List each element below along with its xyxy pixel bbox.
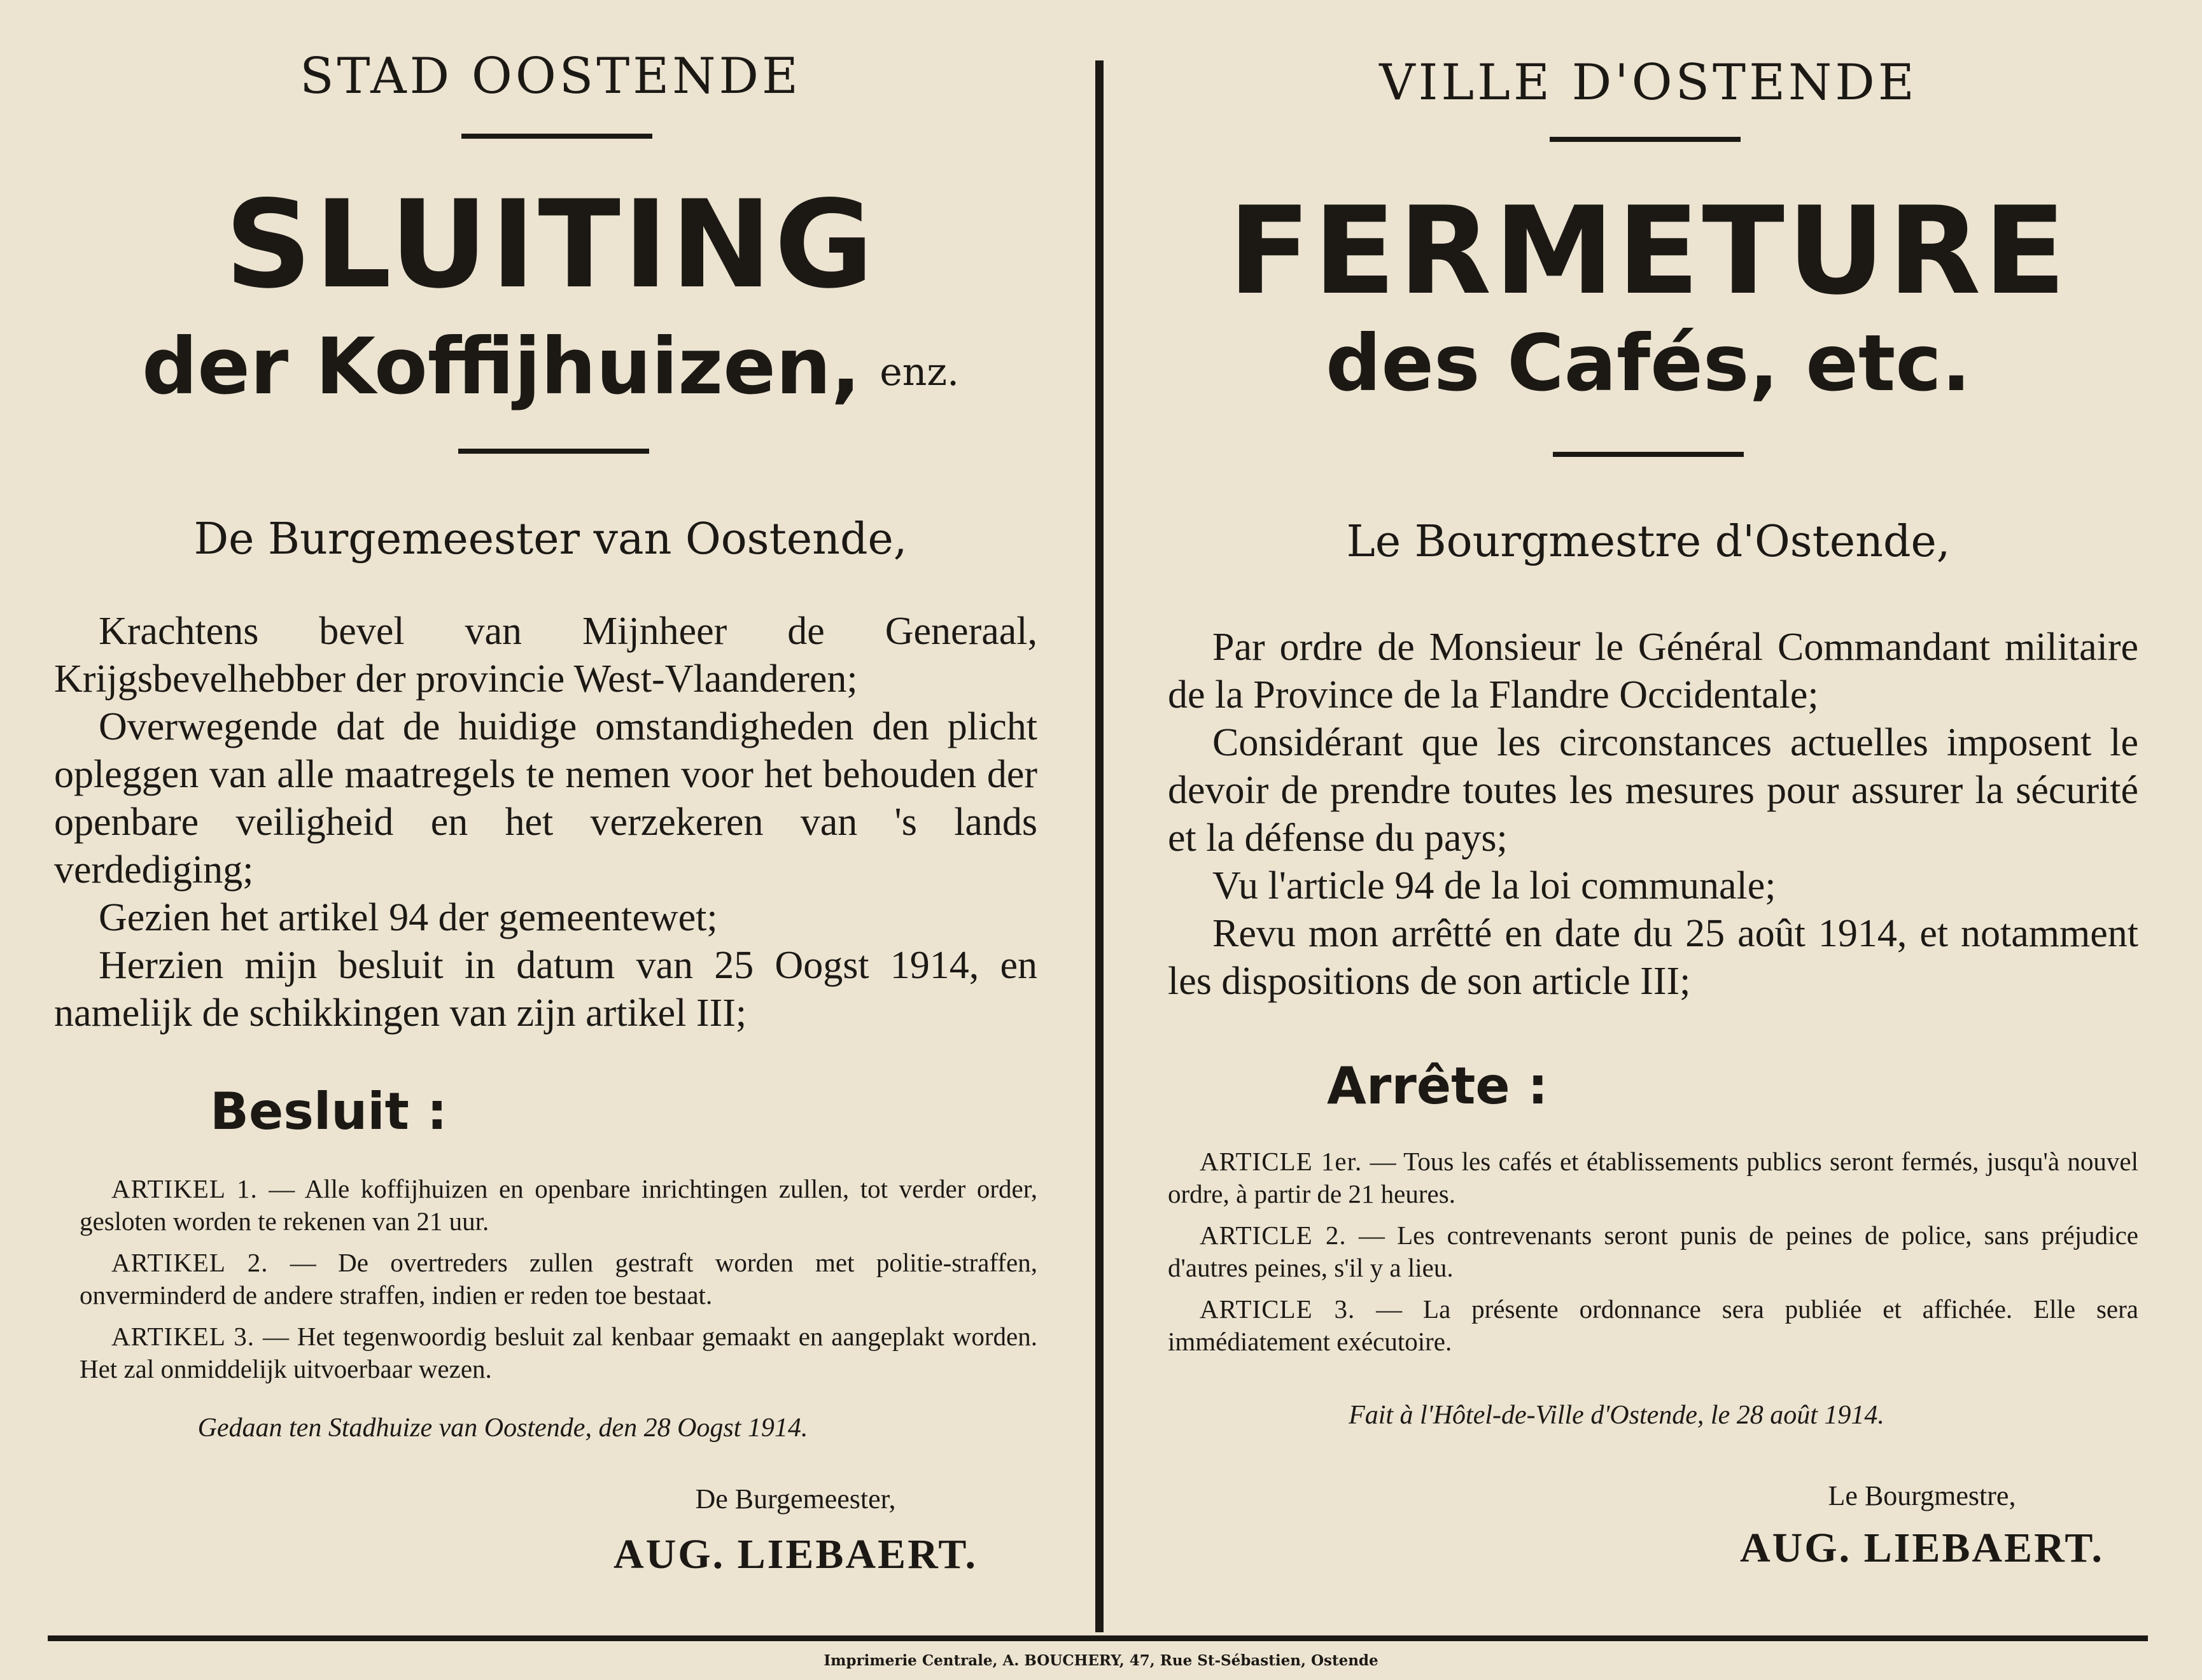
header-rule [1550, 137, 1741, 142]
dated-line: Gedaan ten Stadhuize van Oostende, den 28 Oogst 1914. [197, 1413, 808, 1443]
main-title: FERMETURE [1228, 181, 2069, 321]
article-text: — Tous les cafés et établissements publics seront fermés, jusqu'à nouvel ordre, à partir de 21 heures. [1168, 1147, 2138, 1208]
decision-heading: Arrête : [1327, 1056, 1548, 1116]
article-label: ARTIKEL 3. [111, 1322, 255, 1351]
preamble-paragraph: Par ordre de Monsieur le Général Commandant militaire de la Province de la Flandre Occidentale; [1168, 626, 2138, 717]
preamble-paragraph: Gezien het artikel 94 der gemeentewet; [99, 896, 718, 939]
article-text: — De overtreders zullen gestraft worden met politie-straffen, onverminderd de andere straffen, indien er reden toe bestaat. [80, 1248, 1037, 1310]
article-text: — Het tegenwoordig besluit zal kenbaar gemaakt en aangeplakt worden. Het zal onmiddelijk uitvoerbaar wezen. [80, 1322, 1037, 1383]
mayor-heading: De Burgemeester van Oostende, [193, 514, 908, 564]
article [1168, 1293, 2138, 1358]
dated-line: Fait à l'Hôtel-de-Ville d'Ostende, le 28 août 1914. [1349, 1401, 1884, 1430]
french-column [1152, 0, 2145, 1616]
mayor-heading: Le Bourgmestre d'Ostende, [1346, 517, 1951, 567]
city-header: STAD OOSTENDE [300, 48, 801, 105]
article [80, 1173, 1037, 1238]
main-title: SLUITING [225, 174, 876, 315]
article-label: ARTIKEL 2. [111, 1248, 269, 1277]
subtitle [51, 321, 1050, 412]
signature-title: De Burgemeester, [695, 1483, 896, 1515]
article-text: — Alle koffijhuizen en openbare inrichtingen zullen, tot verder order, gesloten worden te rekenen van 21 uur. [80, 1174, 1037, 1236]
signature-name: AUG. LIEBAERT. [1739, 1525, 2105, 1571]
column-divider [1095, 60, 1104, 1632]
article-label: ARTICLE 2. [1200, 1221, 1347, 1250]
article [80, 1320, 1037, 1385]
article-text: — Les contrevenants seront punis de peines de police, sans préjudice d'autres peines, s'il y a lieu. [1168, 1221, 2138, 1282]
preamble-paragraph: Herzien mijn besluit in datum van 25 Oogst 1914, en namelijk de schikkingen van zijn artikel III; [54, 944, 1037, 1035]
subtitle-suffix: enz. [880, 349, 960, 395]
printer-imprint: Imprimerie Centrale, A. BOUCHERY, 47, Rue St-Sébastien, Ostende [824, 1652, 1378, 1669]
signature-title: Le Bourgmestre, [1828, 1480, 2016, 1511]
preamble-paragraph: Considérant que les circonstances actuelles imposent le devoir de prendre toutes les mesures pour assurer la sécurité et la défense du pays; [1168, 721, 2138, 860]
preamble-paragraph: Revu mon arrêtté en date du 25 août 1914, et notamment les dispositions de son article III; [1168, 912, 2138, 1003]
city-header: VILLE D'OSTENDE [1379, 54, 1918, 111]
preamble [54, 608, 1037, 1037]
article [1168, 1219, 2138, 1284]
title-rule [458, 449, 649, 454]
article [80, 1247, 1037, 1312]
article-text: — La présente ordonnance sera publiée et affichée. Elle sera immédiatement exécutoire. [1168, 1294, 2138, 1356]
articles [80, 1173, 1037, 1394]
articles [1168, 1145, 2138, 1367]
article-label: ARTICLE 1er. [1200, 1147, 1363, 1176]
preamble [1168, 624, 2138, 1005]
preamble-paragraph: Krachtens bevel van Mijnheer de Generaal, Krijgsbevelhebber der provincie West-Vlaanderen; [54, 610, 1037, 701]
header-rule [461, 134, 652, 139]
signature-name: AUG. LIEBAERT. [613, 1531, 978, 1578]
dutch-column [51, 0, 1050, 1616]
article [1168, 1145, 2138, 1210]
article-label: ARTIKEL 1. [111, 1174, 258, 1203]
subtitle: des Cafés, etc. [1325, 318, 1971, 409]
bottom-rule [48, 1635, 2148, 1641]
decision-heading: Besluit : [210, 1082, 447, 1141]
preamble-paragraph: Vu l'article 94 de la loi communale; [1212, 864, 1776, 907]
preamble-paragraph: Overwegende dat de huidige omstandigheden den plicht opleggen van alle maatregels te nemen voor het behouden der openbare veiligheid en het verzekeren van 's lands verdediging; [54, 705, 1037, 892]
subtitle-text: der Koffijhuizen, [141, 321, 861, 412]
title-rule [1553, 452, 1744, 457]
article-label: ARTICLE 3. [1200, 1294, 1356, 1324]
